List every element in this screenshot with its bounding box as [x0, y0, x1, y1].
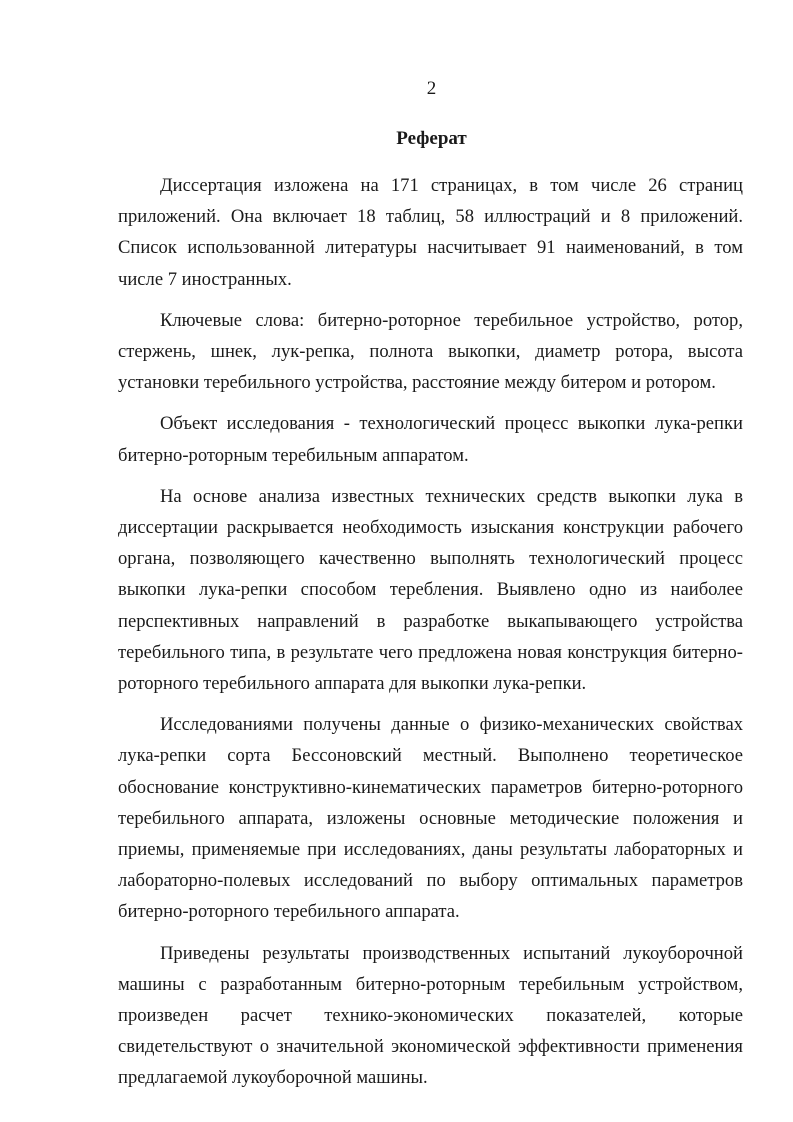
page-title: Реферат — [396, 128, 467, 149]
paragraph-keywords: Ключевые слова: битерно-роторное теребильное устройство, ротор, стержень, шнек, лук-репка, полнота выкопки, диаметр ротора, высота установки теребильного устройства, расстояние между битером и ротором. — [118, 309, 743, 394]
page-number: 2 — [426, 78, 437, 99]
abstract-body — [118, 170, 743, 1104]
paragraph-results: Приведены результаты производственных испытаний лукоуборочной машины с разработанным битерно-роторным теребильным устройством, произведен расчет технико-экономических показателей, которые свидетельствуют о значительной экономической эффективности применения предлагаемой лукоуборочной машины. — [118, 942, 743, 1089]
paragraph-analysis: На основе анализа известных технических средств выкопки лука в диссертации раскрывается необходимость изыскания конструкции рабочего органа, позволяющего качественно выполнять технологический процесс выкопки лука-репки способом теребления. Выявлено одно из наиболее перспективных направлений в разработке выкапывающего устройства теребильного типа, в результате чего предложена новая конструкция битерно-роторного теребильного аппарата для выкопки лука-репки. — [118, 485, 743, 695]
paragraph-research: Исследованиями получены данные о физико-механических свойствах лука-репки сорта Бессоновский местный. Выполнено теоретическое обоснование конструктивно-кинематических параметров битерно-роторного теребильного аппарата, изложены основные методические положения и приемы, применяемые при исследованиях, даны результаты лабораторных и лабораторно-полевых исследований по выбору оптимальных параметров битерно-роторного теребильного аппарата. — [118, 714, 743, 923]
paragraph-volume: Диссертация изложена на 171 страницах, в том числе 26 страниц приложений. Она включает 18 таблиц, 58 иллюстраций и 8 приложений. Список использованной литературы насчитывает 91 наименований, в том числе 7 иностранных. — [118, 175, 743, 290]
paragraph-object: Объект исследования - технологический процесс выкопки лука-репки битерно-роторным теребильным аппаратом. — [118, 413, 743, 466]
